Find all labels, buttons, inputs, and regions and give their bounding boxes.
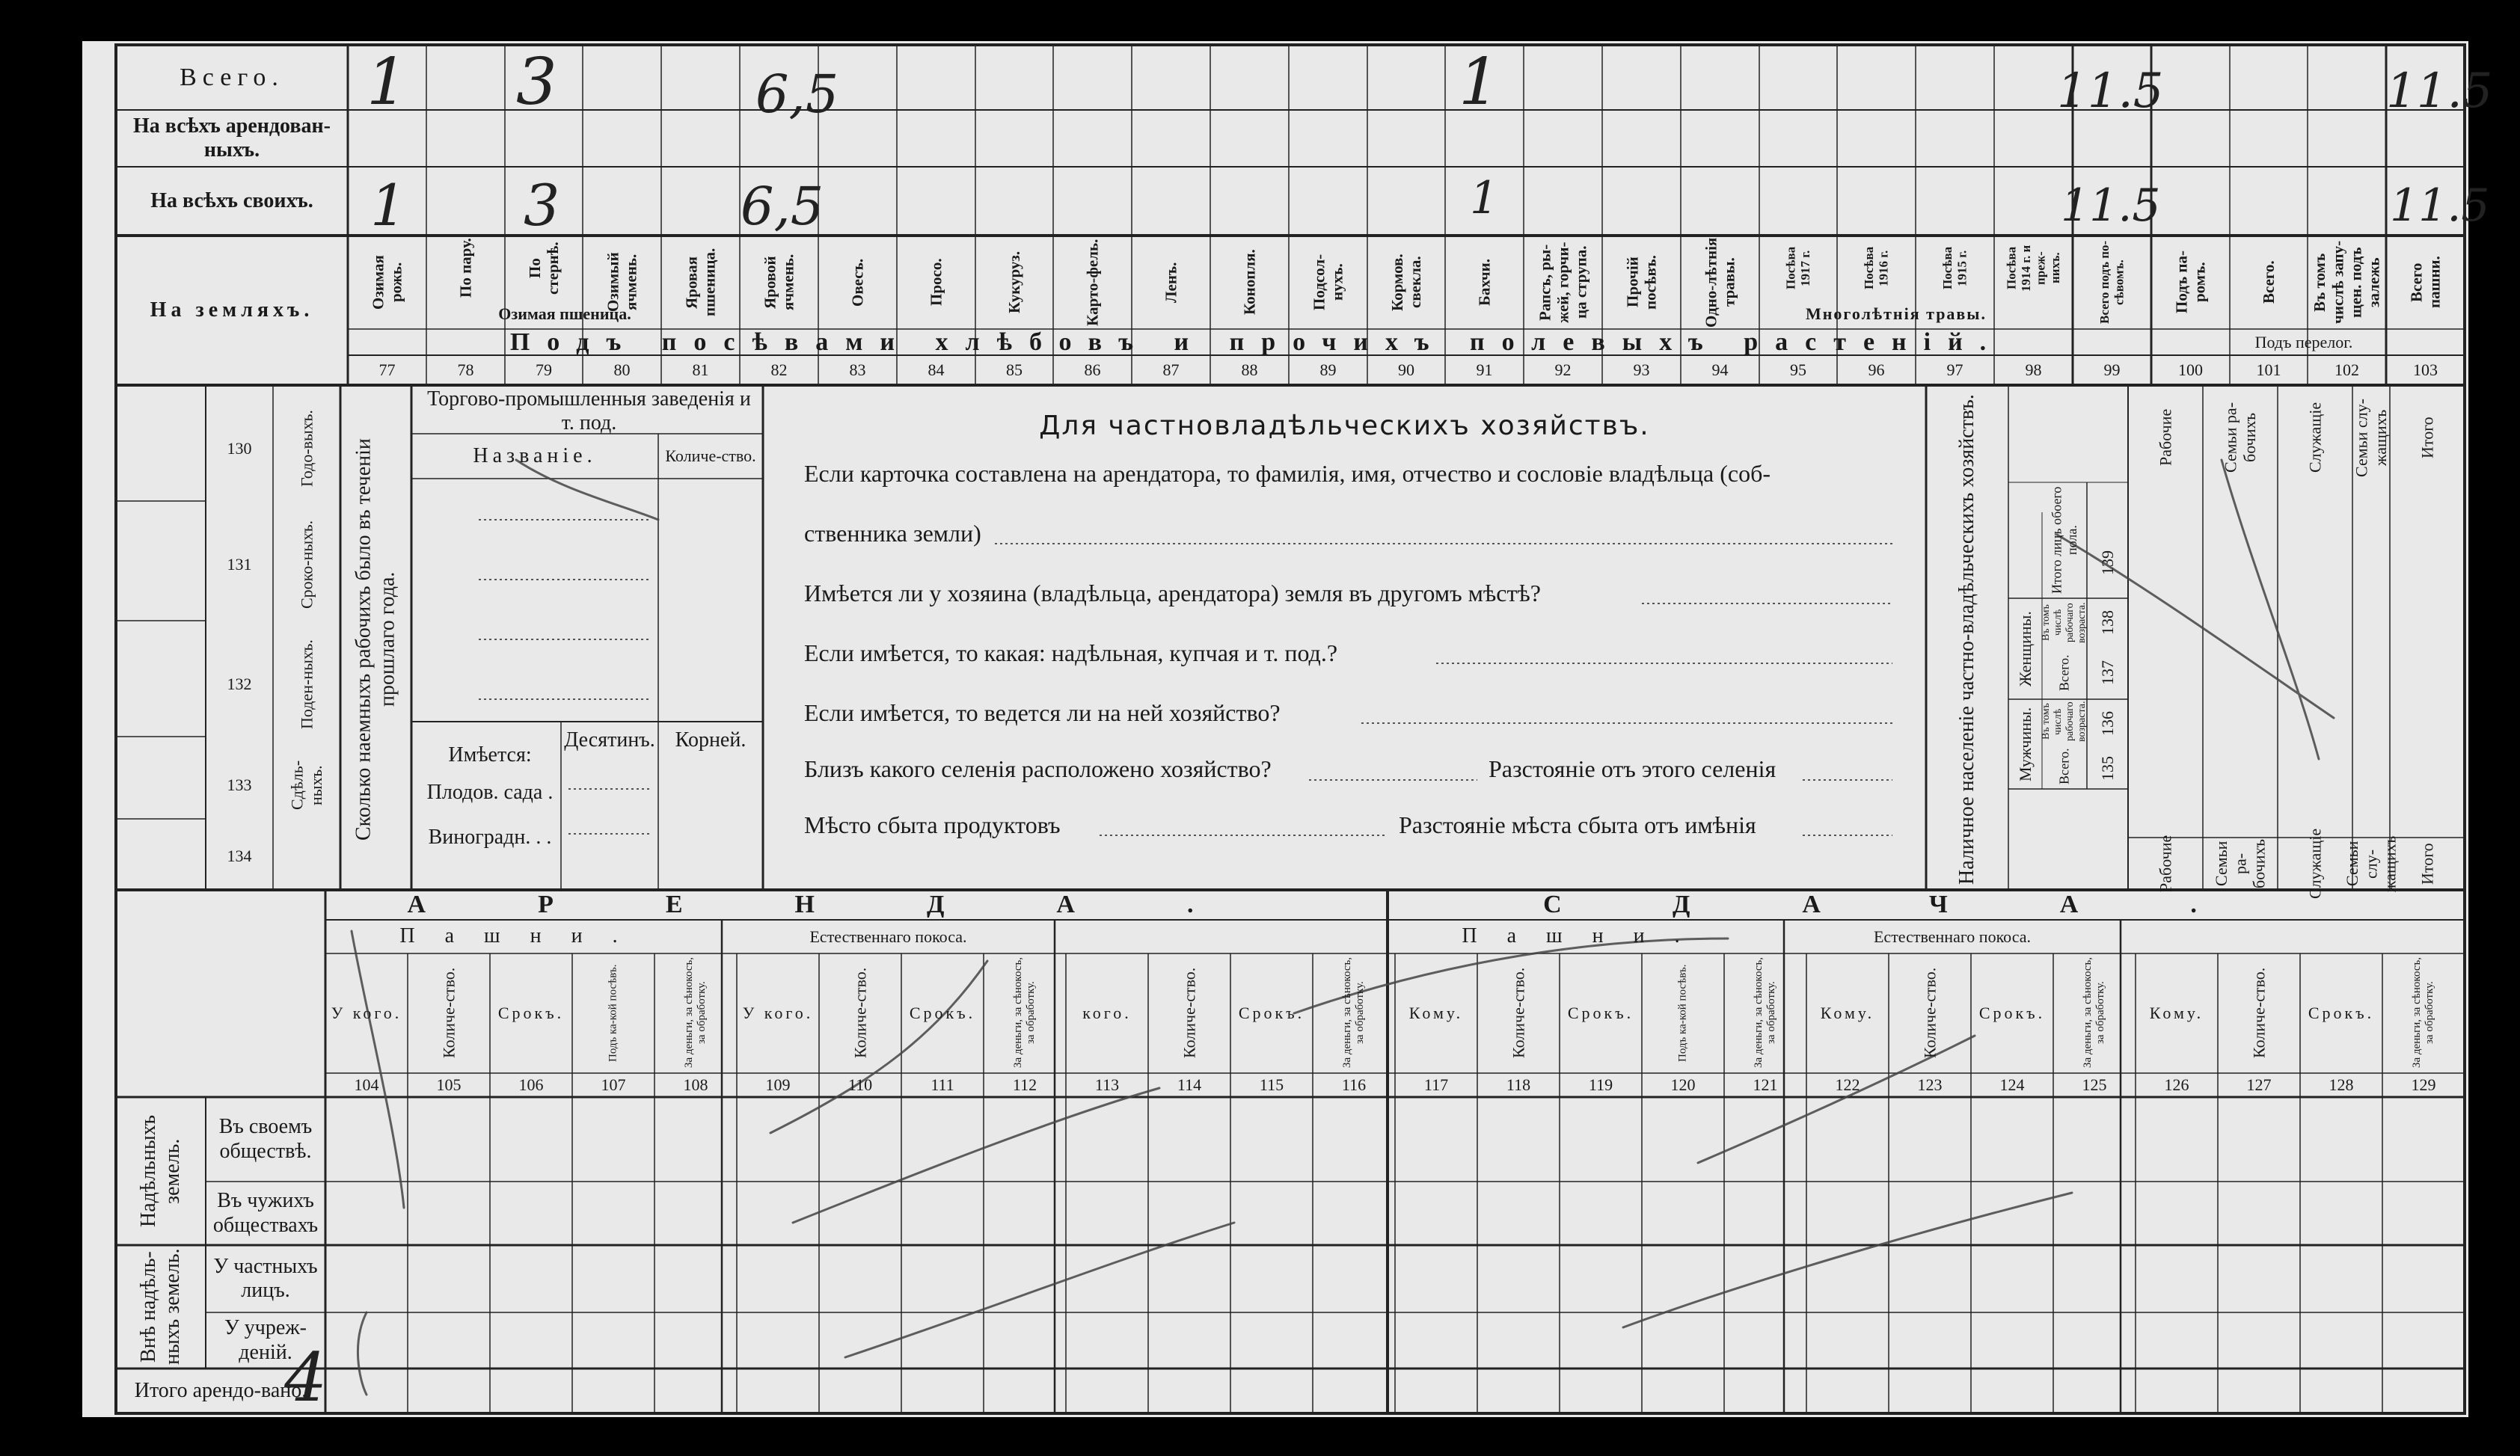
lease-header-21: Срокъ. (1978, 1003, 2046, 1022)
private-q1b: ственника земли) (804, 520, 981, 547)
crop-number-98: 98 (2025, 360, 2042, 380)
lease-header-10: кого. (1082, 1003, 1132, 1022)
lease-number-113: 113 (1094, 1075, 1120, 1095)
population-men: Мужчины. (2015, 707, 2035, 781)
hw-own-melons: 1 (1470, 172, 1499, 224)
lease-number-116: 116 (1341, 1075, 1367, 1095)
crop-number-86: 86 (1084, 360, 1101, 380)
crop-number-80: 80 (613, 360, 631, 380)
trade-has: Имѣется: (448, 743, 532, 767)
hired-num-134: 134 (227, 847, 252, 866)
lease-number-128: 128 (2329, 1075, 2354, 1095)
crop-header-16: Рапсъ, ры-жей, горчи-ца струпа. (1536, 242, 1590, 323)
crop-header-25: Всего. (2259, 260, 2278, 304)
lease-number-111: 111 (931, 1075, 954, 1095)
population-col-3-bot: Служащіе (2305, 828, 2325, 900)
trade-col-name: Названіе. (473, 443, 597, 467)
hired-term: Сроко-ныхъ. (297, 520, 316, 609)
lease-header-24: Количе-ство. (2249, 967, 2269, 1059)
lease-number-119: 119 (1588, 1075, 1613, 1095)
hired-daily: Поден-ныхъ. (297, 639, 316, 729)
row-total-rented: Итого арендо-вано. (134, 1378, 307, 1402)
lease-number-129: 129 (2411, 1075, 2436, 1095)
sub-perennial-grasses: Многолѣтнія травы. (1805, 304, 1987, 324)
lease-header-15: Количе-ство. (1509, 967, 1528, 1059)
hw-own-sown: 11.5 (2061, 179, 2161, 232)
hw-total-rented: 4 (284, 1339, 328, 1417)
trade-title: Торгово-промышленныя заведенія и т. под. (427, 387, 751, 434)
crop-header-6: Яровой ячмень. (761, 254, 797, 311)
population-title: Наличное населеніе частно-владѣльческихъ хозяйствъ. (1955, 394, 1978, 885)
hw-total-melons: 1 (1459, 45, 1500, 120)
crop-number-87: 87 (1162, 360, 1180, 380)
hw-own-arable: 11.5 (2390, 179, 2490, 232)
lease-header-20: Количе-ство. (1920, 967, 1940, 1059)
lease-header-11: Количе-ство. (1180, 967, 1199, 1059)
lease-header-19: Кому. (1820, 1003, 1875, 1022)
lease-header-13: За деньги, за сѣнокосъ, за обработку. (1340, 957, 1366, 1069)
group-non-allotment: Внѣ надѣль-ныхъ земель. (136, 1248, 184, 1366)
hw-own-stubble: 3 (524, 172, 560, 239)
population-women: Женщины. (2015, 611, 2035, 686)
population-col-4-bot: Семьи слу-жащихъ (2343, 835, 2400, 892)
crop-header-11: Ленъ. (1162, 262, 1180, 303)
crop-number-78: 78 (457, 360, 474, 380)
lease-number-126: 126 (2164, 1075, 2189, 1095)
crop-header-23: Всего подъ по-сѣвомъ. (2097, 240, 2127, 325)
crop-number-83: 83 (849, 360, 866, 380)
private-q2: Имѣется ли у хозяина (владѣльца, арендатора) земля въ другомъ мѣстѣ? (804, 580, 1541, 606)
crop-header-4: Озимый ячмень. (604, 252, 640, 313)
group-allotment: Надѣльныхъ земель. (136, 1114, 184, 1228)
lease-header-4: Подъ ка-кой посѣвъ. (607, 964, 619, 1062)
crop-number-89: 89 (1319, 360, 1337, 380)
crop-header-13: Подсол-нухъ. (1310, 254, 1346, 311)
lease-header-17: Подъ ка-кой посѣвъ. (1676, 964, 1689, 1062)
trade-col-desyatin: Десятинъ. (564, 728, 655, 752)
population-num-137: 137 (2097, 660, 2117, 686)
population-men-all: Всего. (2056, 748, 2072, 785)
crop-header-12: Конопля. (1240, 249, 1259, 316)
lease-header-9: За деньги, за сѣнокосъ, за обработку. (1011, 957, 1037, 1069)
population-total: Итого лицъ обоего пола. (2049, 486, 2079, 595)
crop-header-1: Озимая рожь. (369, 255, 405, 310)
crop-number-82: 82 (770, 360, 788, 380)
hw-total-sown: 11.5 (2057, 64, 2164, 119)
crop-header-14: Кормов. свекла. (1388, 254, 1424, 311)
crop-header-22: Посѣва 1914 г. и преж-нихъ. (2004, 245, 2063, 292)
population-num-136: 136 (2097, 711, 2117, 736)
hw-total-stubble: 3 (516, 45, 557, 120)
private-q4: Если имѣется, то ведется ли на ней хозяйство? (804, 699, 1281, 726)
private-q3: Если имѣется, то какая: надѣльная, купчая и т. под.? (804, 639, 1338, 666)
crop-number-85: 85 (1006, 360, 1023, 380)
crop-header-8: Просо. (927, 258, 945, 307)
hired-piece: Сдѣль-ныхъ. (287, 760, 325, 811)
lease-header-25: Срокъ. (2308, 1003, 2375, 1022)
population-col-3-top: Служащіе (2305, 402, 2325, 473)
private-q6: Мѣсто сбыта продуктовъ (804, 811, 1061, 838)
crop-number-101: 101 (2256, 360, 2281, 380)
row-label-on-lands: На земляхъ. (150, 298, 314, 322)
crop-header-2: По пару. (456, 238, 475, 298)
crop-header-15: Бахчи. (1475, 258, 1494, 307)
lease-header-22: За деньги, за сѣнокосъ, за обработку. (2081, 957, 2106, 1069)
population-women-working: Въ томъ числѣ рабочаго возраста. (2040, 602, 2088, 643)
arenda-pashni: Пашни. (399, 924, 648, 948)
lease-header-18: За деньги, за сѣнокосъ, за обработку. (1752, 957, 1777, 1069)
row-label-rented: На всѣхъ арендован-ныхъ. (133, 114, 331, 162)
lease-number-117: 117 (1423, 1075, 1449, 1095)
crop-number-97: 97 (1946, 360, 1963, 380)
private-title: Для частновладѣльческихъ хозяйствъ. (1039, 411, 1650, 442)
arenda-pokos: Естественнаго покоса. (809, 927, 967, 946)
crop-header-19: Посѣва 1917 г. (1783, 246, 1812, 290)
population-col-4-top: Семьи слу-жащихъ (2352, 398, 2390, 477)
lease-number-122: 122 (1835, 1075, 1860, 1095)
sub-winter-wheat: Озимая пшеница. (498, 304, 631, 324)
lease-number-112: 112 (1012, 1075, 1037, 1095)
crop-number-77: 77 (378, 360, 396, 380)
population-num-139: 139 (2097, 550, 2117, 575)
lease-number-108: 108 (683, 1075, 708, 1095)
population-col-5-top: Итого (2418, 417, 2437, 458)
population-women-all: Всего. (2056, 654, 2072, 692)
section-sdacha: СДАЧА. (1543, 891, 2309, 919)
lease-number-115: 115 (1259, 1075, 1284, 1095)
population-num-138: 138 (2097, 610, 2117, 635)
lease-header-3: Срокъ. (497, 1003, 565, 1022)
row-label-total: Всего. (180, 63, 284, 91)
lease-number-106: 106 (518, 1075, 544, 1095)
lease-number-120: 120 (1670, 1075, 1696, 1095)
private-q5: Близъ какого селенія расположено хозяйство? (804, 755, 1272, 782)
crop-number-92: 92 (1554, 360, 1572, 380)
crop-header-9: Кукуруз. (1005, 251, 1023, 314)
private-q6b: Разстояніе мѣста сбыта отъ имѣнія (1399, 811, 1756, 838)
lease-number-127: 127 (2246, 1075, 2272, 1095)
row-own-community: Въ своемъ обществѣ. (218, 1115, 313, 1163)
crop-header-17: Прочій посѣвъ. (1623, 255, 1660, 310)
sdacha-pashni: Пашни. (1462, 924, 1710, 948)
crop-header-24: Подъ па-ромъ. (2172, 251, 2209, 314)
sub-fallow: Подъ перелог. (2254, 332, 2353, 351)
hw-own-rye: 1 (370, 172, 407, 239)
lease-number-123: 123 (1917, 1075, 1943, 1095)
lease-header-7: Количе-ство. (850, 967, 870, 1059)
population-col-2-bot: Семьи ра-бочихъ (2212, 839, 2269, 888)
lease-number-107: 107 (601, 1075, 626, 1095)
row-other-communities: Въ чужихъ обществахъ (212, 1189, 319, 1237)
row-label-own: На всѣхъ своихъ. (150, 188, 313, 212)
crop-header-20: Посѣва 1916 г. (1861, 246, 1891, 290)
crop-number-95: 95 (1790, 360, 1806, 380)
population-col-5-bot: Итого (2418, 843, 2437, 885)
private-q1: Если карточка составлена на арендатора, то фамилія, имя, отчество и сословіе владѣльца (соб- (804, 460, 1771, 487)
lease-header-26: За деньги, за сѣнокосъ, за обработку. (2410, 957, 2435, 1069)
crop-number-103: 103 (2413, 360, 2438, 380)
hired-yearly: Годо-выхъ. (297, 410, 316, 488)
population-col-1-top: Рабочие (2156, 408, 2175, 467)
crop-number-93: 93 (1633, 360, 1650, 380)
hw-total-barley: 6,5 (755, 64, 839, 125)
trade-orchard: Плодов. сада . (426, 780, 554, 804)
population-num-135: 135 (2097, 756, 2117, 781)
row-institutions: У учреж-деній. (224, 1316, 307, 1364)
lease-number-125: 125 (2082, 1075, 2107, 1095)
lease-number-110: 110 (847, 1075, 873, 1095)
hired-num-132: 132 (227, 675, 252, 694)
section-arenda: АРЕНДА. (407, 891, 1306, 919)
crop-number-84: 84 (928, 360, 945, 380)
crop-number-100: 100 (2178, 360, 2203, 380)
lease-number-121: 121 (1753, 1075, 1778, 1095)
crop-number-102: 102 (2334, 360, 2359, 380)
hired-title: Сколько наемныхъ рабочихъ было въ теченіи прошлаго года. (352, 438, 399, 841)
population-men-working: Въ томъ числѣ рабочаго возраста. (2040, 701, 2088, 743)
population-col-1-bot: Рабочие (2156, 835, 2175, 893)
crop-header-3: По стернѣ. (525, 242, 562, 295)
hw-own-barley: 6,5 (741, 176, 824, 237)
crop-header-18: Одно-лѣтнія травы. (1702, 237, 1738, 328)
lease-header-12: Срокъ. (1238, 1003, 1305, 1022)
trade-col-roots: Корней. (675, 728, 747, 752)
hw-total-rye: 1 (367, 45, 408, 120)
crop-number-94: 94 (1711, 360, 1729, 380)
lease-header-14: Кому. (1408, 1003, 1464, 1022)
crop-number-88: 88 (1241, 360, 1258, 380)
lease-header-1: У кого. (331, 1003, 402, 1022)
trade-vineyard: Виноградн. . . (428, 825, 552, 849)
hw-total-arable: 11.5 (2386, 64, 2493, 119)
crop-number-90: 90 (1398, 360, 1414, 380)
lease-number-124: 124 (1999, 1075, 2025, 1095)
crop-header-10: Карто-фель. (1083, 239, 1102, 326)
census-card (82, 41, 2493, 1417)
crop-number-91: 91 (1476, 360, 1493, 380)
crop-header-21: Посѣва 1915 г. (1940, 246, 1969, 290)
lease-number-109: 109 (765, 1075, 791, 1095)
crop-number-99: 99 (2103, 360, 2121, 380)
population-col-2-top: Семьи ра-бочихъ (2221, 402, 2259, 473)
hired-num-131: 131 (227, 555, 252, 574)
private-q5b: Разстояніе отъ этого селенія (1489, 755, 1776, 782)
crops-banner: Подъ посѣвами хлѣбовъ и прочихъ полевыхъ растеній. (509, 328, 2004, 356)
trade-col-qty: Количе-ство. (665, 446, 756, 466)
crop-number-81: 81 (692, 360, 709, 380)
lease-number-104: 104 (354, 1075, 379, 1095)
crop-number-96: 96 (1868, 360, 1885, 380)
lease-header-16: Срокъ. (1567, 1003, 1634, 1022)
hired-num-130: 130 (227, 439, 252, 458)
hired-num-133: 133 (227, 775, 252, 795)
crop-header-5: Яровая пшеница. (682, 248, 719, 317)
crop-header-26: Въ томъ числѣ запу-щен. подъ залежь (2311, 240, 2383, 325)
lease-number-114: 114 (1177, 1075, 1202, 1095)
lease-number-118: 118 (1506, 1075, 1531, 1095)
lease-header-5: За деньги, за сѣнокосъ, за обработку. (682, 957, 708, 1069)
crop-number-79: 79 (536, 360, 552, 380)
sdacha-pokos: Естественнаго покоса. (1873, 927, 2031, 946)
crop-header-7: Овесъ. (848, 258, 867, 307)
lease-header-6: У кого. (742, 1003, 814, 1022)
lease-header-8: Срокъ. (909, 1003, 976, 1022)
crop-header-27: Всего пашни. (2407, 256, 2444, 309)
lease-header-23: Кому. (2149, 1003, 2204, 1022)
lease-header-2: Количе-ство. (439, 967, 459, 1059)
row-private-persons: У частныхъ лицъ. (213, 1254, 318, 1302)
lease-number-105: 105 (436, 1075, 462, 1095)
